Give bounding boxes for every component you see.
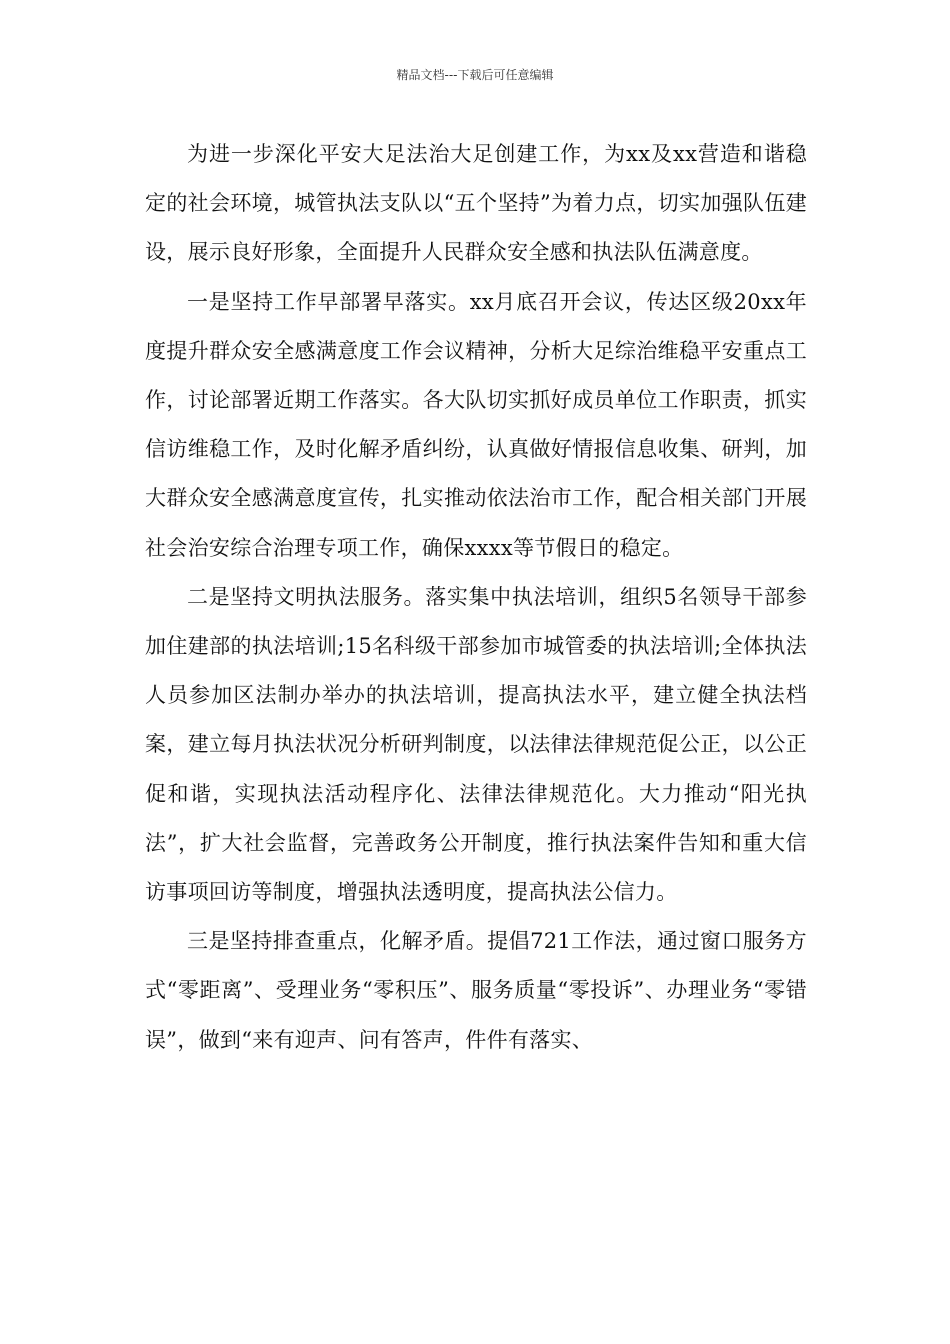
document-body — [145, 130, 807, 1065]
paragraph-third-point: 三是坚持排查重点，化解矛盾。提倡721工作法，通过窗口服务方式“零距离”、受理业务“零积压”、服务质量“零投诉”、办理业务“零错误”，做到“来有迎声、问有答声，件件有落实、 — [145, 929, 807, 1052]
page-header: 精品文档---下载后可任意编辑 — [396, 68, 554, 82]
paragraph-first-point: 一是坚持工作早部署早落实。xx月底召开会议，传达区级20xx年度提升群众安全感满意度工作会议精神，分析大足综治维稳平安重点工作，讨论部署近期工作落实。各大队切实抓好成员单位工作职责，抓实信访维稳工作，及时化解矛盾纠纷，认真做好情报信息收集、研判，加大群众安全感满意度宣传，扎实推动依法治市工作，配合相关部门开展社会治安综合治理专项工作，确保xxxx等节假日的稳定。 — [145, 289, 807, 560]
paragraph-intro: 为进一步深化平安大足法治大足创建工作，为xx及xx营造和谐稳定的社会环境，城管执法支队以“五个坚持”为着力点，切实加强队伍建设，展示良好形象，全面提升人民群众安全感和执法队伍满意度。 — [145, 142, 807, 265]
paragraph-second-point: 二是坚持文明执法服务。落实集中执法培训，组织5名领导干部参加住建部的执法培训;15名科级干部参加市城管委的执法培训;全体执法人员参加区法制办举办的执法培训，提高执法水平，建立健全执法档案，建立每月执法状况分析研判制度，以法律法律规范促公正，以公正促和谐，实现执法活动程序化、法律法律规范化。大力推动“阳光执法”，扩大社会监督，完善政务公开制度，推行执法案件告知和重大信访事项回访等制度，增强执法透明度，提高执法公信力。 — [145, 584, 807, 905]
